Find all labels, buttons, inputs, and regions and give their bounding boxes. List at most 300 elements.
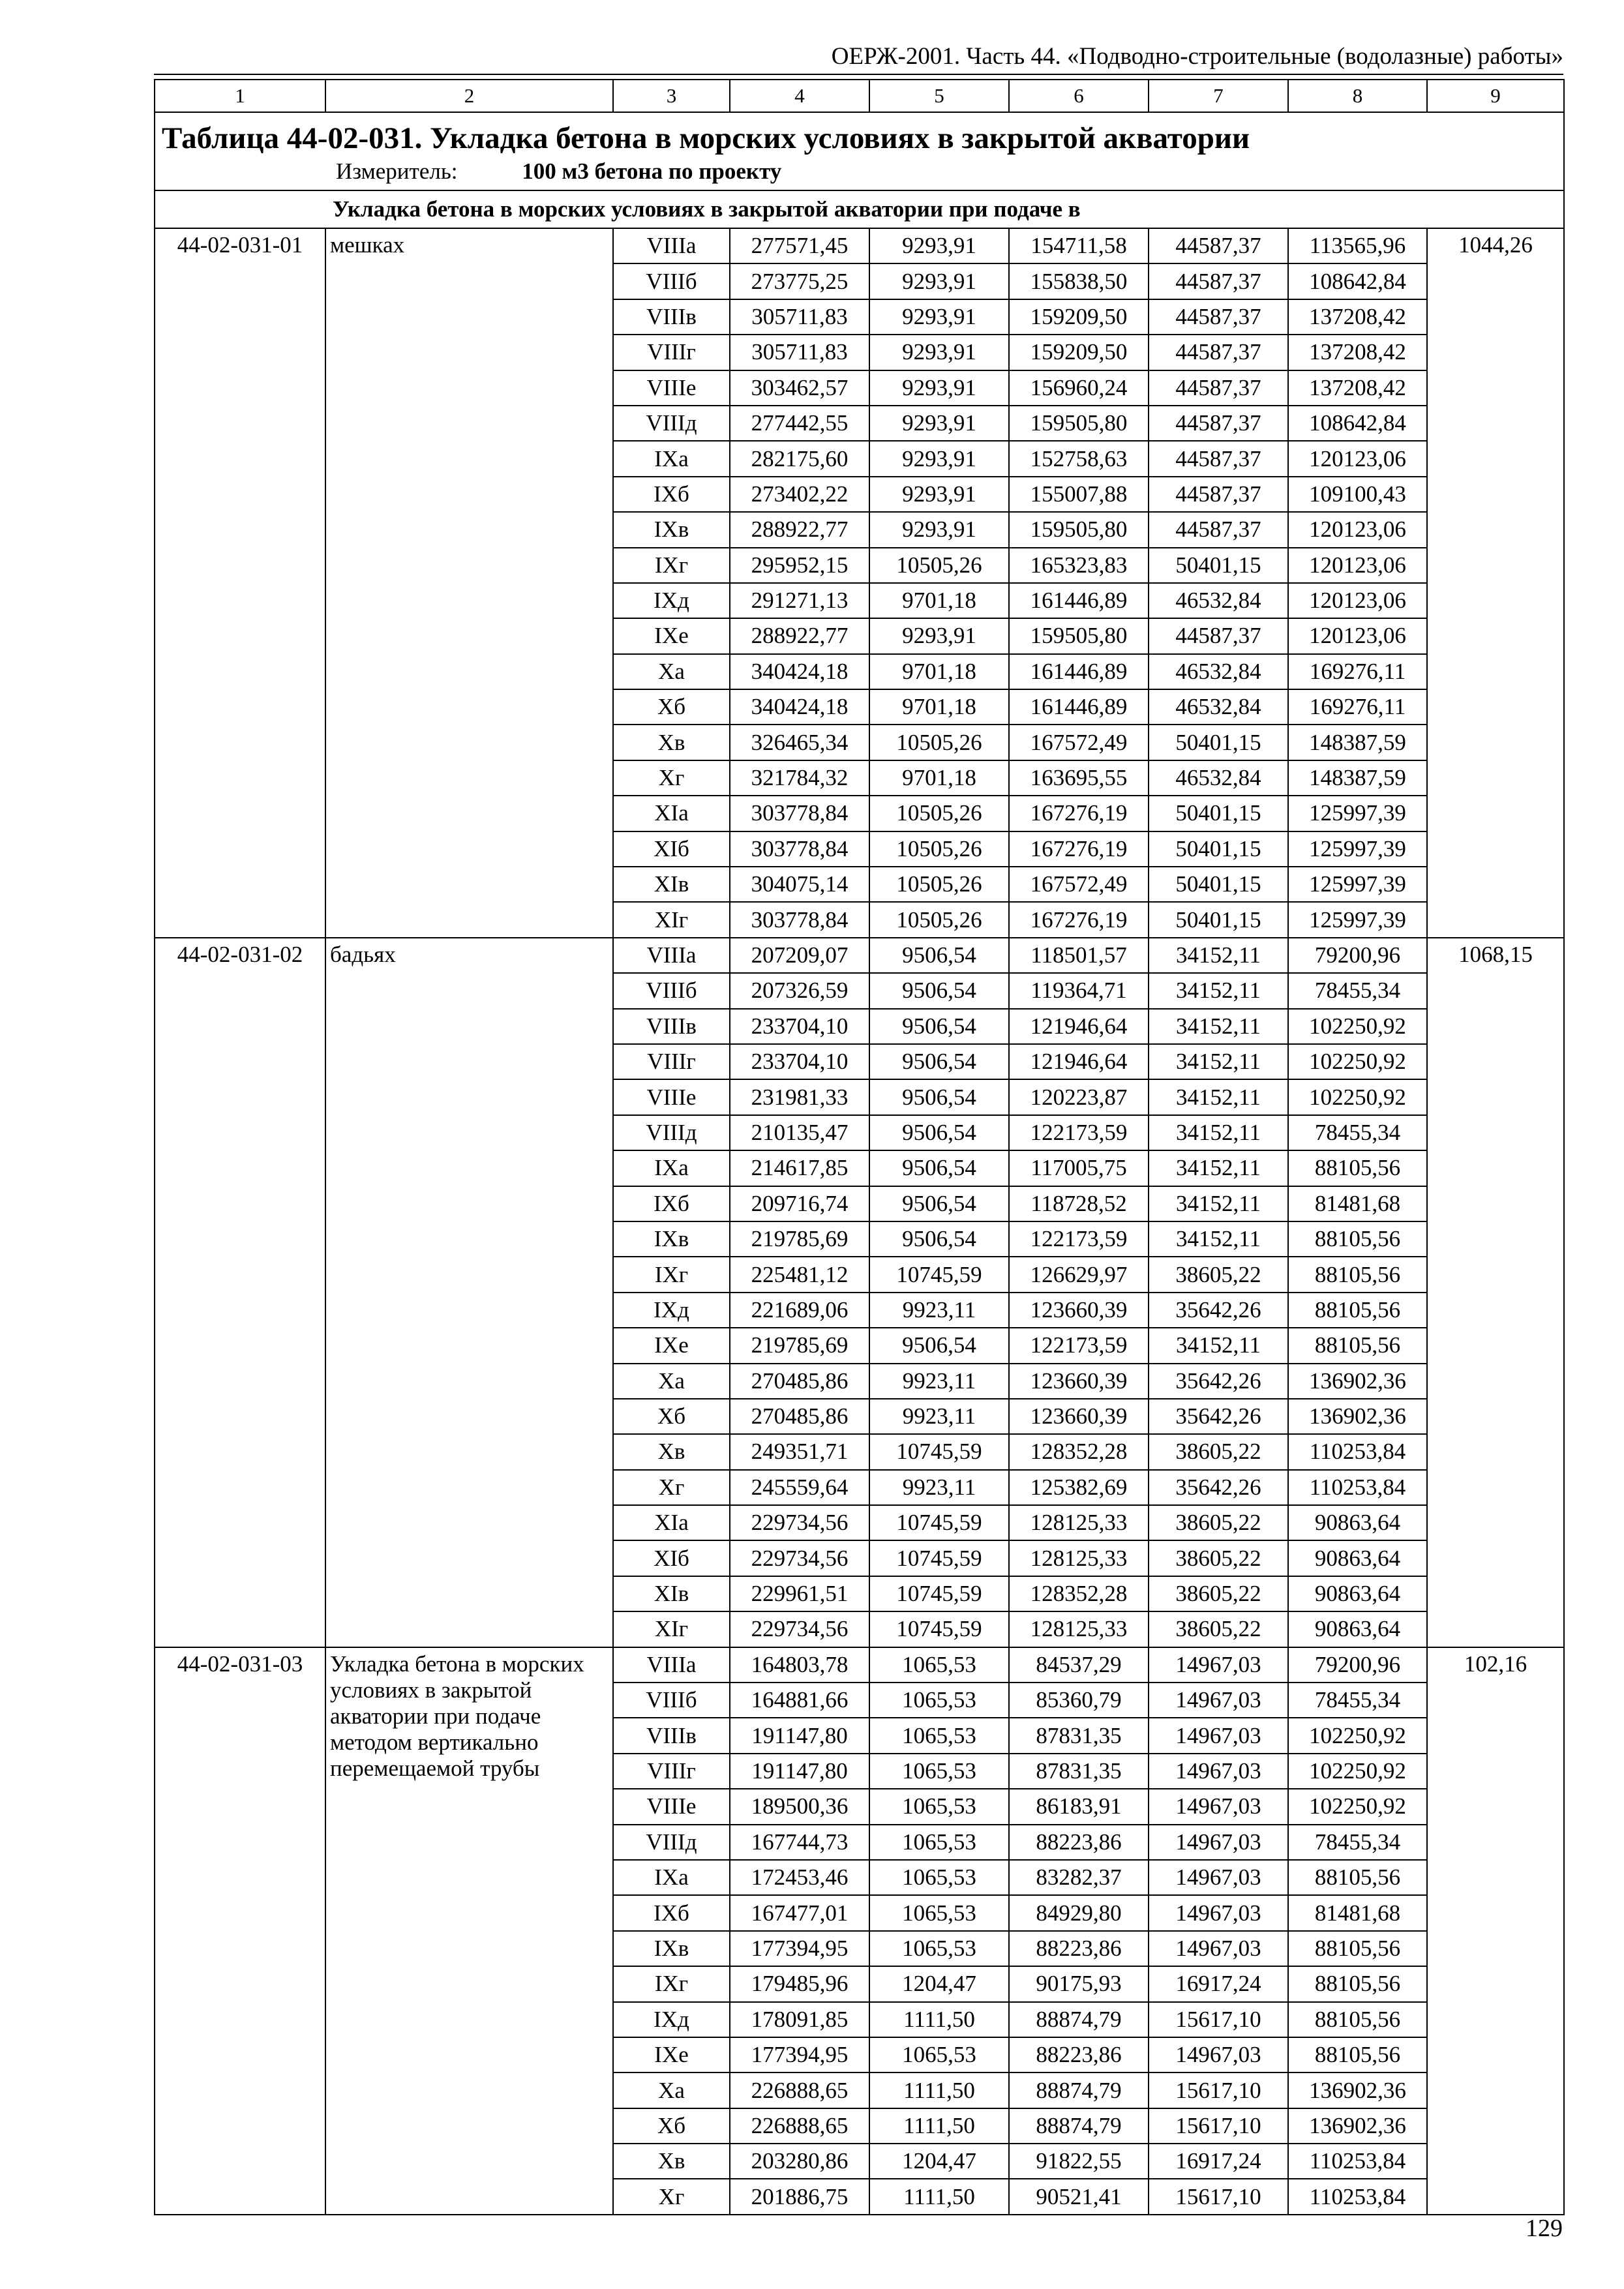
value-cell: 44587,37 [1149,228,1288,263]
value-cell: 78455,34 [1288,1825,1427,1860]
value-cell: 226888,65 [730,2072,869,2108]
value-cell: 303462,57 [730,370,869,406]
value-cell: 14967,03 [1149,1754,1288,1789]
value-cell: 10505,26 [869,867,1009,902]
value-cell: 15617,10 [1149,2108,1288,2144]
value-cell: 321784,32 [730,760,869,796]
column-number: 4 [730,80,869,112]
value-cell: 231981,33 [730,1079,869,1115]
value-cell: 88105,56 [1288,2002,1427,2037]
value-cell: 110253,84 [1288,2179,1427,2214]
value-cell: 169276,11 [1288,689,1427,725]
region-cell: IXв [613,1221,730,1257]
value-cell: 277442,55 [730,406,869,441]
value-cell: 179485,96 [730,1966,869,2001]
rate-code: 44-02-031-01 [155,228,325,938]
value-cell: 15617,10 [1149,2072,1288,2108]
unit-label: Измеритель: [336,158,458,184]
unit-value: 100 м3 бетона по проекту [522,158,782,184]
value-cell: 161446,89 [1009,654,1149,689]
value-cell: 163695,55 [1009,760,1149,796]
table-row [155,228,1564,263]
value-cell: 35642,26 [1149,1470,1288,1505]
value-cell: 137208,42 [1288,299,1427,335]
region-cell: IXа [613,1860,730,1895]
value-cell: 201886,75 [730,2179,869,2214]
region-cell: IXа [613,441,730,476]
region-cell: IXг [613,1966,730,2001]
value-cell: 38605,22 [1149,1257,1288,1292]
rates-table [154,79,1565,2215]
value-cell: 88223,86 [1009,1825,1149,1860]
region-cell: XIа [613,1505,730,1540]
region-cell: VIIIе [613,1789,730,1824]
region-cell: IXе [613,1328,730,1363]
value-cell: 125997,39 [1288,796,1427,831]
region-cell: VIIIа [613,1647,730,1683]
region-cell: IXв [613,1931,730,1966]
value-cell: 120123,06 [1288,441,1427,476]
value-cell: 88105,56 [1288,1150,1427,1186]
column-number: 2 [325,80,613,112]
region-cell: VIIIб [613,973,730,1008]
value-cell: 50401,15 [1149,548,1288,583]
region-cell: Xб [613,2108,730,2144]
value-cell: 84929,80 [1009,1895,1149,1930]
value-cell: 84537,29 [1009,1647,1149,1683]
value-cell: 44587,37 [1149,406,1288,441]
value-cell: 172453,46 [730,1860,869,1895]
value-cell: 245559,64 [730,1470,869,1505]
value-cell: 16917,24 [1149,1966,1288,2001]
value-cell: 102250,92 [1288,1754,1427,1789]
value-cell: 9293,91 [869,335,1009,370]
value-cell: 122173,59 [1009,1221,1149,1257]
value-cell: 123660,39 [1009,1399,1149,1434]
value-cell: 38605,22 [1149,1611,1288,1647]
value-cell: 88105,56 [1288,1257,1427,1292]
value-cell: 9506,54 [869,1186,1009,1221]
value-cell: 50401,15 [1149,867,1288,902]
region-cell: Xг [613,1470,730,1505]
table-title-row [155,112,1564,190]
value-cell: 121946,64 [1009,1044,1149,1079]
rate-name: Укладка бетона в морских условиях в закрытой акватории при подаче методом вертикально перемещаемой трубы [325,1647,613,2215]
value-cell: 79200,96 [1288,938,1427,973]
value-cell: 9506,54 [869,1221,1009,1257]
value-cell: 136902,36 [1288,2072,1427,2108]
value-cell: 164803,78 [730,1647,869,1683]
value-cell: 34152,11 [1149,1044,1288,1079]
value-cell: 87831,35 [1009,1718,1149,1753]
value-cell: 9293,91 [869,263,1009,299]
value-cell: 1204,47 [869,1966,1009,2001]
value-cell: 270485,86 [730,1399,869,1434]
value-cell: 34152,11 [1149,938,1288,973]
value-cell: 120123,06 [1288,583,1427,618]
value-cell: 9701,18 [869,689,1009,725]
value-cell: 88105,56 [1288,1931,1427,1966]
value-cell: 128352,28 [1009,1434,1149,1469]
region-cell: IXа [613,1150,730,1186]
value-cell: 9506,54 [869,1328,1009,1363]
value-cell: 169276,11 [1288,654,1427,689]
value-cell: 1065,53 [869,1718,1009,1753]
value-cell: 137208,42 [1288,335,1427,370]
value-cell: 277571,45 [730,228,869,263]
value-cell: 90863,64 [1288,1611,1427,1647]
value-cell: 110253,84 [1288,1470,1427,1505]
region-cell: VIIIб [613,1683,730,1718]
value-cell: 203280,86 [730,2144,869,2179]
value-cell: 102250,92 [1288,1789,1427,1824]
value-cell: 50401,15 [1149,796,1288,831]
region-cell: VIIIв [613,299,730,335]
region-cell: VIIIа [613,938,730,973]
value-cell: 16917,24 [1149,2144,1288,2179]
value-cell: 50401,15 [1149,902,1288,937]
value-cell: 270485,86 [730,1364,869,1399]
value-cell: 35642,26 [1149,1364,1288,1399]
region-cell: XIб [613,831,730,867]
value-cell: 10745,59 [869,1257,1009,1292]
value-cell: 10505,26 [869,796,1009,831]
value-cell: 34152,11 [1149,1186,1288,1221]
value-cell: 123660,39 [1009,1364,1149,1399]
value-cell: 113565,96 [1288,228,1427,263]
column-number: 5 [869,80,1009,112]
value-cell: 1065,53 [869,1789,1009,1824]
value-cell: 1065,53 [869,1895,1009,1930]
unit-line [162,157,1557,186]
value-cell: 136902,36 [1288,1399,1427,1434]
value-cell: 9293,91 [869,406,1009,441]
value-cell: 9701,18 [869,654,1009,689]
value-cell: 1065,53 [869,2037,1009,2072]
value-cell: 10505,26 [869,548,1009,583]
rate-name: мешках [325,228,613,938]
value-cell: 86183,91 [1009,1789,1149,1824]
table-row [155,938,1564,973]
value-cell: 159209,50 [1009,299,1149,335]
region-cell: IXв [613,512,730,547]
extra-value: 1068,15 [1427,938,1564,1647]
value-cell: 90863,64 [1288,1540,1427,1576]
page-number: 129 [1526,2215,1563,2242]
value-cell: 207209,07 [730,938,869,973]
value-cell: 38605,22 [1149,1540,1288,1576]
value-cell: 81481,68 [1288,1186,1427,1221]
value-cell: 102250,92 [1288,1079,1427,1115]
value-cell: 50401,15 [1149,831,1288,867]
value-cell: 91822,55 [1009,2144,1149,2179]
value-cell: 78455,34 [1288,1683,1427,1718]
value-cell: 1111,50 [869,2108,1009,2144]
value-cell: 167572,49 [1009,725,1149,760]
region-cell: XIг [613,902,730,937]
value-cell: 9923,11 [869,1293,1009,1328]
value-cell: 10745,59 [869,1576,1009,1611]
value-cell: 10505,26 [869,831,1009,867]
value-cell: 88223,86 [1009,1931,1149,1966]
value-cell: 165323,83 [1009,548,1149,583]
value-cell: 326465,34 [730,725,869,760]
value-cell: 233704,10 [730,1009,869,1044]
value-cell: 340424,18 [730,689,869,725]
value-cell: 125382,69 [1009,1470,1149,1505]
value-cell: 159209,50 [1009,335,1149,370]
value-cell: 83282,37 [1009,1860,1149,1895]
value-cell: 10745,59 [869,1540,1009,1576]
value-cell: 34152,11 [1149,1079,1288,1115]
value-cell: 288922,77 [730,512,869,547]
value-cell: 14967,03 [1149,1683,1288,1718]
value-cell: 88105,56 [1288,1860,1427,1895]
value-cell: 90175,93 [1009,1966,1149,2001]
region-cell: Xа [613,2072,730,2108]
value-cell: 137208,42 [1288,370,1427,406]
region-cell: Xа [613,1364,730,1399]
value-cell: 88105,56 [1288,1293,1427,1328]
value-cell: 34152,11 [1149,1150,1288,1186]
value-cell: 120123,06 [1288,512,1427,547]
value-cell: 44587,37 [1149,441,1288,476]
value-cell: 136902,36 [1288,2108,1427,2144]
value-cell: 35642,26 [1149,1399,1288,1434]
region-cell: VIIIд [613,1825,730,1860]
value-cell: 304075,14 [730,867,869,902]
value-cell: 161446,89 [1009,689,1149,725]
region-cell: Xв [613,2144,730,2179]
extra-value: 102,16 [1427,1647,1564,2215]
value-cell: 155007,88 [1009,477,1149,512]
value-cell: 155838,50 [1009,263,1149,299]
value-cell: 1065,53 [869,1931,1009,1966]
value-cell: 14967,03 [1149,1718,1288,1753]
region-cell: IXд [613,1293,730,1328]
region-cell: VIIIг [613,1044,730,1079]
value-cell: 10505,26 [869,902,1009,937]
value-cell: 10745,59 [869,1611,1009,1647]
region-cell: VIIIа [613,228,730,263]
region-cell: IXг [613,548,730,583]
value-cell: 9701,18 [869,760,1009,796]
value-cell: 46532,84 [1149,654,1288,689]
region-cell: XIв [613,867,730,902]
value-cell: 303778,84 [730,796,869,831]
value-cell: 148387,59 [1288,725,1427,760]
value-cell: 152758,63 [1009,441,1149,476]
region-cell: IXд [613,583,730,618]
region-cell: VIIIг [613,335,730,370]
value-cell: 167477,01 [730,1895,869,1930]
value-cell: 128352,28 [1009,1576,1149,1611]
value-cell: 9293,91 [869,618,1009,653]
region-cell: IXе [613,2037,730,2072]
value-cell: 102250,92 [1288,1044,1427,1079]
value-cell: 117005,75 [1009,1150,1149,1186]
value-cell: 35642,26 [1149,1293,1288,1328]
value-cell: 46532,84 [1149,689,1288,725]
region-cell: IXб [613,1895,730,1930]
value-cell: 10745,59 [869,1505,1009,1540]
value-cell: 226888,65 [730,2108,869,2144]
value-cell: 10505,26 [869,725,1009,760]
value-cell: 34152,11 [1149,1009,1288,1044]
value-cell: 156960,24 [1009,370,1149,406]
region-cell: XIг [613,1611,730,1647]
value-cell: 1065,53 [869,1860,1009,1895]
value-cell: 233704,10 [730,1044,869,1079]
rate-code: 44-02-031-02 [155,938,325,1647]
region-cell: VIIIе [613,370,730,406]
value-cell: 9701,18 [869,583,1009,618]
value-cell: 108642,84 [1288,263,1427,299]
value-cell: 167744,73 [730,1825,869,1860]
value-cell: 44587,37 [1149,370,1288,406]
table-title: Таблица 44-02-031. Укладка бетона в морских условиях в закрытой акватории [162,121,1250,155]
region-cell: Xг [613,760,730,796]
value-cell: 87831,35 [1009,1754,1149,1789]
value-cell: 9506,54 [869,1044,1009,1079]
value-cell: 14967,03 [1149,2037,1288,2072]
region-cell: IXб [613,477,730,512]
value-cell: 189500,36 [730,1789,869,1824]
value-cell: 81481,68 [1288,1895,1427,1930]
value-cell: 249351,71 [730,1434,869,1469]
value-cell: 214617,85 [730,1150,869,1186]
value-cell: 9506,54 [869,1150,1009,1186]
value-cell: 109100,43 [1288,477,1427,512]
region-cell: VIIIг [613,1754,730,1789]
value-cell: 44587,37 [1149,477,1288,512]
value-cell: 161446,89 [1009,583,1149,618]
region-cell: IXе [613,618,730,653]
value-cell: 1111,50 [869,2002,1009,2037]
value-cell: 50401,15 [1149,725,1288,760]
column-number: 1 [155,80,325,112]
value-cell: 9506,54 [869,1009,1009,1044]
header-rule [154,74,1563,75]
value-cell: 120223,87 [1009,1079,1149,1115]
value-cell: 291271,13 [730,583,869,618]
value-cell: 128125,33 [1009,1540,1149,1576]
value-cell: 177394,95 [730,1931,869,1966]
value-cell: 210135,47 [730,1115,869,1150]
region-cell: XIв [613,1576,730,1611]
value-cell: 164881,66 [730,1683,869,1718]
table-row [155,1647,1564,1683]
value-cell: 10745,59 [869,1434,1009,1469]
region-cell: XIб [613,1540,730,1576]
value-cell: 125997,39 [1288,831,1427,867]
value-cell: 102250,92 [1288,1718,1427,1753]
value-cell: 1065,53 [869,1647,1009,1683]
region-cell: VIIIб [613,263,730,299]
value-cell: 273402,22 [730,477,869,512]
value-cell: 9293,91 [869,441,1009,476]
value-cell: 178091,85 [730,2002,869,2037]
value-cell: 14967,03 [1149,1860,1288,1895]
value-cell: 128125,33 [1009,1611,1149,1647]
column-number: 6 [1009,80,1149,112]
value-cell: 14967,03 [1149,1895,1288,1930]
value-cell: 88223,86 [1009,2037,1149,2072]
value-cell: 120123,06 [1288,618,1427,653]
value-cell: 118501,57 [1009,938,1149,973]
value-cell: 229734,56 [730,1505,869,1540]
rate-code: 44-02-031-03 [155,1647,325,2215]
value-cell: 14967,03 [1149,1825,1288,1860]
page-header: ОЕРЖ-2001. Часть 44. «Подводно-строительные (водолазные) работы» [831,43,1563,70]
value-cell: 15617,10 [1149,2002,1288,2037]
region-cell: VIIIв [613,1718,730,1753]
value-cell: 121946,64 [1009,1009,1149,1044]
value-cell: 44587,37 [1149,263,1288,299]
value-cell: 1111,50 [869,2072,1009,2108]
value-cell: 1065,53 [869,1825,1009,1860]
value-cell: 1111,50 [869,2179,1009,2214]
value-cell: 88105,56 [1288,2037,1427,2072]
value-cell: 177394,95 [730,2037,869,2072]
value-cell: 123660,39 [1009,1293,1149,1328]
value-cell: 120123,06 [1288,548,1427,583]
value-cell: 85360,79 [1009,1683,1149,1718]
value-cell: 110253,84 [1288,1434,1427,1469]
value-cell: 79200,96 [1288,1647,1427,1683]
value-cell: 9923,11 [869,1399,1009,1434]
value-cell: 154711,58 [1009,228,1149,263]
region-cell: Xб [613,689,730,725]
subheading-row [155,190,1564,228]
value-cell: 305711,83 [730,299,869,335]
value-cell: 44587,37 [1149,335,1288,370]
value-cell: 229961,51 [730,1576,869,1611]
value-cell: 44587,37 [1149,299,1288,335]
table-title-cell [155,112,1564,190]
value-cell: 288922,77 [730,618,869,653]
value-cell: 9293,91 [869,477,1009,512]
value-cell: 167276,19 [1009,796,1149,831]
value-cell: 88105,56 [1288,1966,1427,2001]
value-cell: 305711,83 [730,335,869,370]
value-cell: 119364,71 [1009,973,1149,1008]
value-cell: 9506,54 [869,973,1009,1008]
value-cell: 88874,79 [1009,2072,1149,2108]
value-cell: 273775,25 [730,263,869,299]
extra-value: 1044,26 [1427,228,1564,938]
value-cell: 159505,80 [1009,618,1149,653]
value-cell: 15617,10 [1149,2179,1288,2214]
rate-name: бадьях [325,938,613,1647]
value-cell: 118728,52 [1009,1186,1149,1221]
value-cell: 88105,56 [1288,1328,1427,1363]
column-number: 8 [1288,80,1427,112]
value-cell: 9506,54 [869,1079,1009,1115]
value-cell: 128125,33 [1009,1505,1149,1540]
value-cell: 136902,36 [1288,1364,1427,1399]
value-cell: 122173,59 [1009,1115,1149,1150]
value-cell: 219785,69 [730,1221,869,1257]
region-cell: VIIIв [613,1009,730,1044]
value-cell: 78455,34 [1288,1115,1427,1150]
value-cell: 191147,80 [730,1718,869,1753]
value-cell: 90863,64 [1288,1505,1427,1540]
value-cell: 225481,12 [730,1257,869,1292]
value-cell: 9293,91 [869,228,1009,263]
value-cell: 34152,11 [1149,1221,1288,1257]
value-cell: 1065,53 [869,1754,1009,1789]
